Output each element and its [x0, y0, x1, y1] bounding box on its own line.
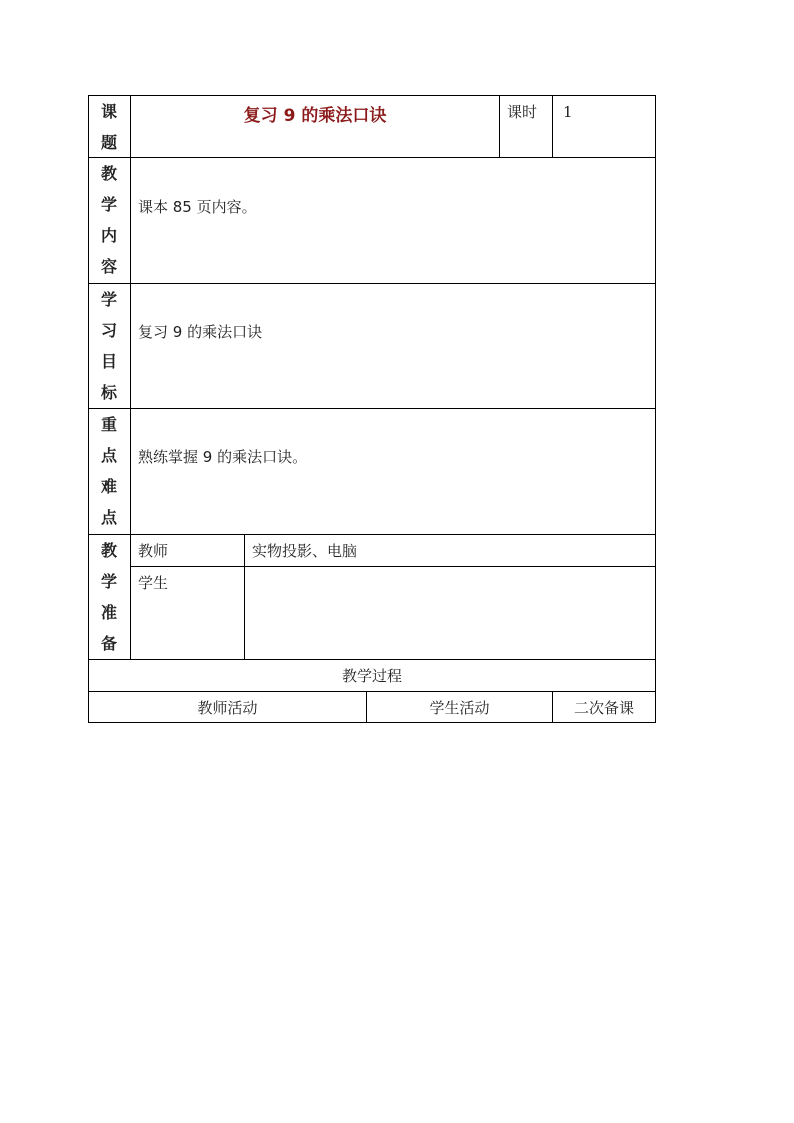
col-second-prep: 二次备课 — [573, 699, 634, 717]
goals-label: 学 习 目 标 — [100, 290, 117, 402]
goals-text: 复习 9 的乘法口诀 — [138, 323, 263, 341]
period-value: 1 — [563, 103, 573, 121]
row-divider-2 — [88, 283, 656, 284]
prep-column-divider — [244, 534, 245, 660]
title-period-divider — [499, 95, 500, 158]
row-divider-1 — [88, 157, 656, 158]
row-divider-3 — [88, 408, 656, 409]
content-text: 课本 85 页内容。 — [138, 198, 257, 216]
prep-student-label: 学生 — [138, 574, 169, 592]
table-border-top — [88, 95, 656, 96]
key-points-text: 熟练掌握 9 的乘法口诀。 — [138, 448, 308, 466]
content-label: 教 学 内 容 — [100, 164, 117, 276]
row-divider-5 — [88, 659, 656, 660]
prep-teacher-value: 实物投影、电脑 — [252, 542, 358, 560]
preparation-label: 教 学 准 备 — [100, 541, 117, 653]
process-title: 教学过程 — [341, 667, 402, 685]
row-divider-prep — [130, 566, 656, 567]
period-label: 课时 — [507, 103, 538, 121]
key-points-label: 重 点 难 点 — [100, 415, 117, 527]
row-divider-4 — [88, 534, 656, 535]
subject-label: 课 题 — [100, 102, 117, 152]
label-column-divider — [130, 95, 131, 660]
col-teacher-activity: 教师活动 — [197, 699, 258, 717]
table-border-bottom — [88, 722, 656, 723]
prep-teacher-label: 教师 — [138, 542, 169, 560]
table-border-right — [655, 95, 656, 723]
period-value-divider — [552, 95, 553, 158]
col-student-activity: 学生活动 — [429, 699, 490, 717]
row-divider-6 — [88, 691, 656, 692]
lesson-title: 复习 9 的乘法口诀 — [243, 106, 387, 126]
